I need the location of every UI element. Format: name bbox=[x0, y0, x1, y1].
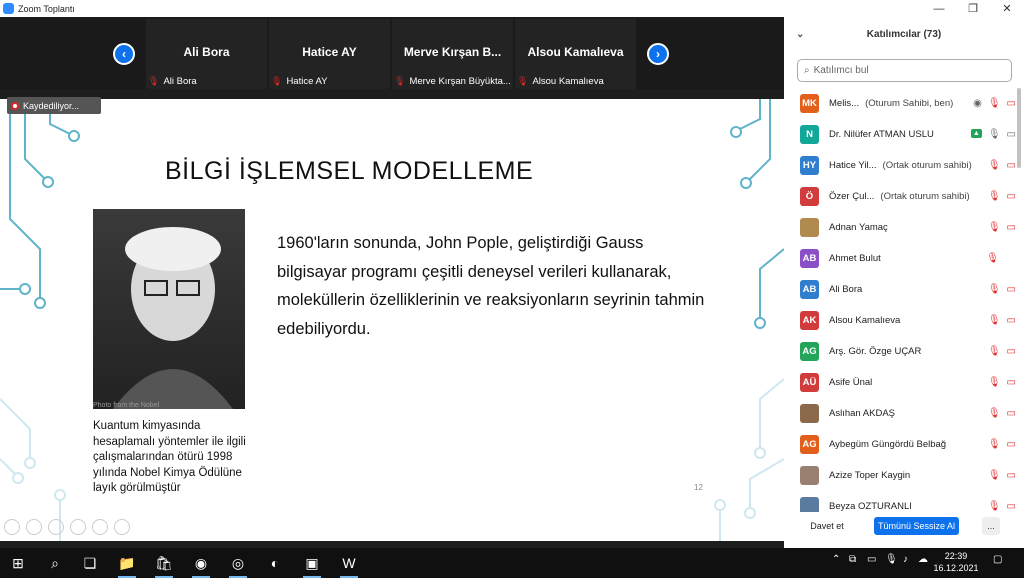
tray-network-icon[interactable]: ⧉ bbox=[849, 554, 857, 565]
participant-role: (Oturum Sahibi, ben) bbox=[865, 98, 954, 109]
panel-footer bbox=[784, 517, 1024, 541]
participant-status bbox=[971, 129, 1016, 140]
participant-row[interactable] bbox=[784, 429, 1016, 460]
mic-muted-icon[interactable]: 🎙 bbox=[987, 377, 1001, 388]
tray-volume-icon[interactable]: ♪ bbox=[903, 554, 908, 565]
windows-taskbar bbox=[0, 548, 1024, 578]
tray-mic-icon[interactable]: 🎙 bbox=[885, 554, 898, 565]
word-icon[interactable]: W bbox=[334, 552, 364, 574]
participant-scrollbar[interactable] bbox=[1016, 88, 1022, 512]
participant-row[interactable] bbox=[784, 181, 1016, 212]
video-tile[interactable] bbox=[269, 19, 390, 89]
copy-tool-icon[interactable] bbox=[70, 519, 86, 535]
video-off-icon[interactable]: ▭ bbox=[1006, 346, 1016, 357]
participant-status bbox=[988, 284, 1016, 295]
share-background bbox=[0, 89, 784, 99]
photo-caption: Photo from the Nobel bbox=[93, 402, 160, 409]
search-placeholder: Katılımcı bul bbox=[813, 65, 869, 76]
tile-name: Hatice AY bbox=[302, 45, 357, 59]
participant-name bbox=[829, 377, 878, 388]
video-off-icon[interactable]: ▭ bbox=[1006, 98, 1016, 109]
participant-row[interactable] bbox=[784, 243, 1016, 274]
edge-icon[interactable]: ◐ bbox=[270, 555, 280, 571]
participant-name bbox=[829, 98, 953, 109]
participant-name-text: Alsou Kamalıeva bbox=[829, 315, 901, 326]
record-icon bbox=[11, 102, 19, 110]
video-tile[interactable] bbox=[146, 19, 267, 89]
file-explorer-icon[interactable]: 📁 bbox=[112, 552, 142, 574]
participant-name-text: Beyza OZTURANLI bbox=[829, 501, 912, 512]
windows-start-icon[interactable]: ⊞ bbox=[12, 554, 24, 571]
portrait-image bbox=[93, 209, 245, 409]
avatar bbox=[800, 404, 819, 423]
prev-page-icon[interactable]: ‹ bbox=[113, 43, 135, 65]
participant-search-input[interactable] bbox=[797, 59, 1012, 82]
participant-status bbox=[988, 346, 1016, 357]
participant-name-text: Arş. Gör. Özge UÇAR bbox=[829, 346, 922, 357]
slide-body-text: 1960'ların sonunda, John Pople, geliştirdiği Gauss bilgisayar programı çeşitli deneysel verileri kullanarak, moleküllerin özelliklerinin ve reaksiyonların seyrinin tahmin edebiliyordu. bbox=[277, 234, 705, 338]
participant-name-text: Aybegüm Güngördü Belbağ bbox=[829, 439, 947, 450]
participant-row[interactable] bbox=[784, 88, 1016, 119]
clock-time: 22:39 bbox=[944, 551, 968, 561]
video-off-icon[interactable]: ▭ bbox=[1006, 501, 1016, 512]
slide-title: BİLGİ İŞLEMSEL MODELLEME bbox=[165, 157, 534, 185]
avatar: AG bbox=[800, 435, 819, 454]
participant-row[interactable] bbox=[784, 150, 1016, 181]
video-off-icon[interactable]: ▭ bbox=[1006, 439, 1016, 450]
maximize-button[interactable]: ❐ bbox=[968, 3, 978, 15]
video-off-icon[interactable]: ▭ bbox=[1006, 470, 1016, 481]
participant-row[interactable] bbox=[784, 460, 1016, 491]
slide-page-number: 12 bbox=[694, 483, 703, 492]
mic-muted-icon: 🎙 bbox=[394, 76, 406, 86]
zoom-logo-icon bbox=[3, 3, 14, 14]
avatar bbox=[800, 466, 819, 485]
avatar: AG bbox=[800, 342, 819, 361]
tray-monitor-icon[interactable]: ▭ bbox=[867, 554, 877, 565]
mic-icon[interactable]: 🎙 bbox=[987, 129, 1001, 140]
clock-date: 16.12.2021 bbox=[933, 563, 979, 573]
minimize-button[interactable]: — bbox=[933, 2, 945, 15]
participant-name-text: Aslıhan AKDAŞ bbox=[829, 408, 896, 419]
pen-tool-icon[interactable] bbox=[48, 519, 64, 535]
participant-name bbox=[829, 346, 927, 357]
participant-name bbox=[829, 408, 901, 419]
participant-row[interactable] bbox=[784, 212, 1016, 243]
zoom-tool-icon[interactable] bbox=[92, 519, 108, 535]
window-title: Zoom Toplantı bbox=[18, 3, 75, 14]
portrait-photo bbox=[93, 209, 245, 409]
participant-name-text: Hatice Yil... bbox=[829, 160, 877, 171]
close-button[interactable]: ✕ bbox=[1002, 3, 1012, 15]
participant-name bbox=[829, 222, 894, 233]
chrome-icon[interactable]: ◎ bbox=[223, 552, 253, 574]
mic-muted-icon[interactable]: 🎙 bbox=[987, 346, 1001, 357]
mic-muted-icon[interactable]: 🎙 bbox=[986, 253, 999, 264]
participant-status bbox=[988, 191, 1016, 202]
participant-name bbox=[829, 439, 952, 450]
video-off-icon[interactable]: ▭ bbox=[1006, 284, 1016, 295]
title-bar bbox=[0, 0, 784, 17]
tile-label-text: Hatice AY bbox=[286, 76, 328, 87]
mic-muted-icon[interactable]: 🎙 bbox=[987, 408, 1001, 419]
avatar: AK bbox=[800, 311, 819, 330]
window-controls bbox=[784, 0, 1024, 17]
tile-name: Alsou Kamalıeva bbox=[527, 45, 624, 59]
participant-name-text: Adnan Yamaç bbox=[829, 222, 888, 233]
tile-label-text: Alsou Kamalıeva bbox=[532, 76, 604, 87]
panel-title: Katılımcılar (73) bbox=[866, 28, 942, 40]
mic-muted-icon: 🎙 bbox=[517, 76, 529, 86]
participant-role: (Ortak oturum sahibi) bbox=[880, 191, 970, 202]
avatar: Ö bbox=[800, 187, 819, 206]
participant-status bbox=[988, 408, 1016, 419]
participant-name bbox=[829, 284, 868, 295]
participant-status bbox=[988, 439, 1016, 450]
mic-muted-icon[interactable]: 🎙 bbox=[987, 439, 1001, 450]
taskbar-clock[interactable] bbox=[931, 550, 981, 574]
participant-name bbox=[829, 191, 970, 202]
participant-name-text: Azize Toper Kaygin bbox=[829, 470, 911, 481]
zoom-icon[interactable]: ▣ bbox=[297, 552, 327, 574]
participant-status bbox=[988, 315, 1016, 326]
avatar: AB bbox=[800, 249, 819, 268]
recording-indicator[interactable] bbox=[7, 97, 101, 114]
participant-row[interactable] bbox=[784, 274, 1016, 305]
avatar bbox=[800, 497, 819, 512]
participant-name-text: Ahmet Bulut bbox=[829, 253, 881, 264]
mute-all-button[interactable]: Tümünü Sessize Al bbox=[874, 517, 959, 535]
store-icon[interactable]: 🛍 bbox=[149, 552, 179, 574]
participant-name-text: Asife Ünal bbox=[829, 377, 873, 388]
tile-label bbox=[148, 76, 197, 87]
video-placeholder bbox=[1005, 253, 1016, 264]
participant-name-text: Özer Çul... bbox=[829, 191, 875, 202]
shared-slide bbox=[0, 99, 784, 541]
mic-muted-icon: 🎙 bbox=[148, 76, 160, 86]
participant-row[interactable] bbox=[784, 367, 1016, 398]
chevron-down-icon[interactable]: ⌄ bbox=[796, 28, 805, 40]
participant-row[interactable] bbox=[784, 336, 1016, 367]
next-page-icon[interactable]: › bbox=[647, 43, 669, 65]
participant-status bbox=[988, 470, 1016, 481]
participant-role: (Ortak oturum sahibi) bbox=[882, 160, 972, 171]
tile-label bbox=[394, 76, 511, 87]
participant-status bbox=[988, 501, 1016, 512]
video-tile[interactable] bbox=[392, 19, 513, 89]
participant-status bbox=[973, 98, 1016, 109]
tray-cloud-icon[interactable]: ☁ bbox=[918, 554, 928, 565]
video-off-icon[interactable]: ▭ bbox=[1006, 222, 1016, 233]
tile-name: Ali Bora bbox=[183, 45, 230, 59]
next-slide-icon[interactable] bbox=[26, 519, 42, 535]
video-off-icon[interactable]: ▭ bbox=[1006, 315, 1016, 326]
slide-toolbar bbox=[4, 519, 130, 535]
participant-status bbox=[988, 160, 1016, 171]
participant-name bbox=[829, 160, 972, 171]
share-icon: ▲ bbox=[971, 129, 982, 138]
avatar: HY bbox=[800, 156, 819, 175]
mic-muted-icon[interactable]: 🎙 bbox=[987, 191, 1001, 202]
search-icon[interactable]: ⌕ bbox=[51, 554, 59, 571]
more-button[interactable]: ... bbox=[982, 517, 1000, 535]
participant-list bbox=[784, 88, 1016, 512]
mic-muted-icon[interactable]: 🎙 bbox=[987, 284, 1001, 295]
notification-icon[interactable]: ▢ bbox=[993, 554, 1003, 565]
tile-label bbox=[271, 76, 327, 87]
avatar: AÜ bbox=[800, 373, 819, 392]
mic-muted-icon[interactable]: 🎙 bbox=[987, 470, 1001, 481]
search-icon: ⌕ bbox=[804, 65, 810, 76]
participant-status bbox=[988, 377, 1016, 388]
video-off-icon[interactable]: ▭ bbox=[1006, 377, 1016, 388]
recording-label: Kaydediliyor... bbox=[23, 100, 80, 111]
video-strip bbox=[0, 17, 784, 89]
mic-muted-icon: 🎙 bbox=[271, 76, 283, 86]
avatar: AB bbox=[800, 280, 819, 299]
participant-status bbox=[986, 253, 1016, 264]
avatar: MK bbox=[800, 94, 819, 113]
tile-name: Merve Kırşan B... bbox=[403, 45, 502, 59]
participants-panel bbox=[784, 17, 1024, 548]
photo-description: Kuantum kimyasında hesaplamalı yöntemler ile ilgili çalışmalarından ötürü 1998 yılında Nobel Kimya Ödülüne layık görülmüştür bbox=[93, 420, 246, 494]
video-off-icon[interactable]: ▭ bbox=[1006, 191, 1016, 202]
participant-row[interactable] bbox=[784, 305, 1016, 336]
tile-label-text: Ali Bora bbox=[163, 76, 197, 87]
firefox-icon[interactable]: ◉ bbox=[186, 552, 216, 574]
participant-row[interactable] bbox=[784, 119, 1016, 150]
more-tools-icon[interactable] bbox=[114, 519, 130, 535]
avatar bbox=[800, 218, 819, 237]
tile-label bbox=[517, 76, 604, 87]
participant-name bbox=[829, 470, 916, 481]
task-view-icon[interactable]: ❏ bbox=[83, 554, 97, 571]
video-off-icon[interactable]: ▭ bbox=[1006, 160, 1016, 171]
participant-name bbox=[829, 501, 918, 512]
mic-muted-icon[interactable]: 🎙 bbox=[987, 160, 1001, 171]
participant-name bbox=[829, 129, 940, 140]
panel-header bbox=[784, 17, 1024, 51]
pointer-tool-icon[interactable] bbox=[4, 519, 20, 535]
video-tile[interactable] bbox=[515, 19, 636, 89]
mic-muted-icon[interactable]: 🎙 bbox=[987, 222, 1001, 233]
video-icon[interactable]: ▭ bbox=[1006, 129, 1016, 140]
recording-status-icon: ◉ bbox=[973, 98, 982, 109]
invite-button[interactable]: Davet et bbox=[810, 521, 844, 531]
participant-name-text: Dr. Nilüfer ATMAN USLU bbox=[829, 129, 934, 140]
participant-row[interactable] bbox=[784, 491, 1016, 512]
mic-muted-icon[interactable]: 🎙 bbox=[987, 98, 1001, 109]
tile-label-text: Merve Kırşan Büyükta... bbox=[409, 76, 511, 87]
participant-name-text: Ali Bora bbox=[829, 284, 863, 295]
participant-status bbox=[988, 222, 1016, 233]
participant-name-text: Melis... bbox=[829, 98, 860, 109]
video-off-icon[interactable]: ▭ bbox=[1006, 408, 1016, 419]
participant-name bbox=[829, 315, 906, 326]
mic-muted-icon[interactable]: 🎙 bbox=[987, 315, 1001, 326]
participant-row[interactable] bbox=[784, 398, 1016, 429]
mic-muted-icon[interactable]: 🎙 bbox=[987, 501, 1001, 512]
avatar: N bbox=[800, 125, 819, 144]
scrollbar-thumb[interactable] bbox=[1017, 88, 1021, 168]
participant-name bbox=[829, 253, 887, 264]
tray-chevron-icon[interactable]: ⌃ bbox=[832, 554, 841, 565]
